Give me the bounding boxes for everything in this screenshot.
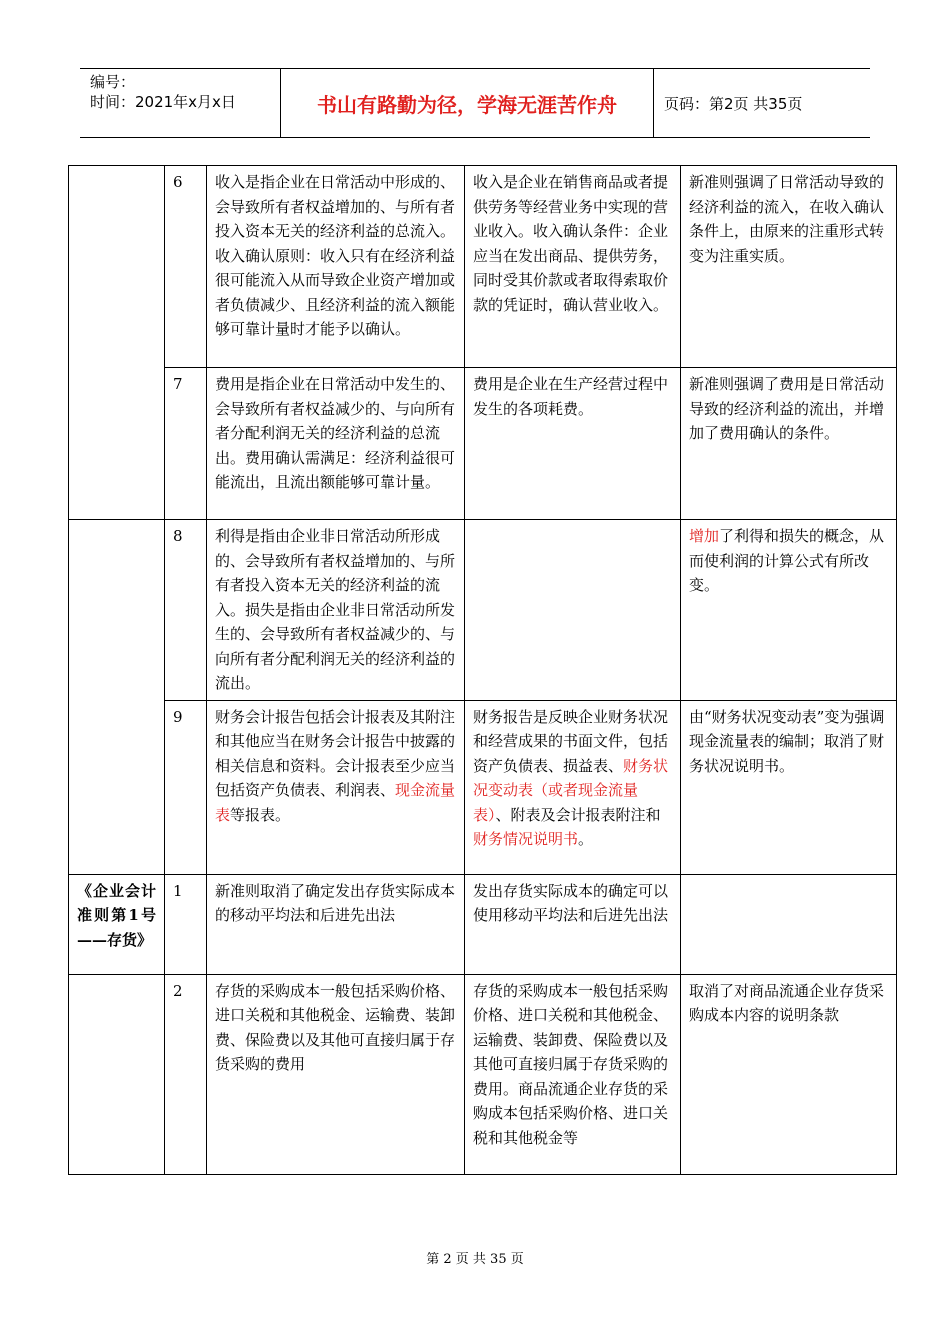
page-header	[80, 68, 870, 138]
old-standard-cell: 发出存货实际成本的确定可以使用移动平均法和后进先出法	[465, 874, 681, 974]
category-cell	[69, 166, 165, 520]
new-standard-cell: 新准则取消了确定发出存货实际成本的移动平均法和后进先出法	[207, 874, 465, 974]
table-row	[69, 368, 897, 520]
row-number: 2	[165, 974, 207, 1174]
highlight-text: 增加	[689, 527, 720, 545]
category-cell	[69, 520, 165, 875]
old-standard-cell	[465, 700, 681, 874]
difference-cell: 新准则强调了日常活动导致的经济利益的流入，在收入确认条件上，由原来的注重形式转变为注重实质。	[681, 166, 897, 368]
difference-cell: 取消了对商品流通企业存货采购成本内容的说明条款	[681, 974, 897, 1174]
comparison-table	[68, 165, 897, 1175]
category-cell	[69, 974, 165, 1174]
highlight-text: 财务状况变动表（或者现金流量表）	[473, 756, 669, 824]
category-cell: 《企业会计准则第1号——存货》	[69, 874, 165, 974]
difference-cell	[681, 520, 897, 701]
old-text: 、附表及会计报表附注和	[495, 805, 661, 824]
row-number: 7	[165, 368, 207, 520]
code-label: 编号：	[90, 73, 136, 91]
new-standard-cell: 存货的采购成本一般包括采购价格、进口关税和其他税金、运输费、装卸费、保险费以及其他可直接归属于存货采购的费用	[207, 974, 465, 1174]
table-row	[69, 700, 897, 874]
page-footer: 第 2 页 共 35 页	[426, 1252, 524, 1267]
highlight-text: 财务情况说明书	[473, 830, 579, 848]
difference-text: 了利得和损失的概念，从而使利润的计算公式有所改变。	[689, 527, 885, 594]
highlight-text: 现金流量表	[215, 781, 456, 824]
old-standard-cell: 收入是企业在销售商品或者提供劳务等经营业务中实现的营业收入。收入确认条件：企业应当在发出商品、提供劳务，同时受其价款或者取得索取价款的凭证时，确认营业收入。	[465, 166, 681, 368]
old-standard-cell: 存货的采购成本一般包括采购价格、进口关税和其他税金、运输费、装卸费、保险费以及其他可直接归属于存货采购的费用。商品流通企业存货的采购成本包括采购价格、进口关税和其他税金等	[465, 974, 681, 1174]
difference-cell: 新准则强调了费用是日常活动导致的经济利益的流出，并增加了费用确认的条件。	[681, 368, 897, 520]
old-standard-cell: 费用是企业在生产经营过程中发生的各项耗费。	[465, 368, 681, 520]
page-info: 页码：第2页 共35页	[664, 94, 803, 113]
table-row	[69, 874, 897, 974]
header-meta	[80, 69, 281, 137]
old-standard-cell	[465, 520, 681, 701]
new-standard-cell: 收入是指企业在日常活动中形成的、会导致所有者权益增加的、与所有者投入资本无关的经济利益的总流入。收入确认原则：收入只有在经济利益很可能流入从而导致企业资产增加或者负债减少、且经济利益的流入额能够可靠计量时才能予以确认。	[207, 166, 465, 368]
row-number: 6	[165, 166, 207, 368]
old-text: 财务报告是反映企业财务状况和经营成果的书面文件，包括资产负债表、损益表、	[473, 707, 669, 775]
new-standard-cell: 费用是指企业在日常活动中发生的、会导致所有者权益减少的、与向所有者分配利润无关的经济利益的总流出。费用确认需满足：经济利益很可能流出，且流出额能够可靠计量。	[207, 368, 465, 520]
new-standard-cell	[207, 700, 465, 874]
table-row	[69, 520, 897, 701]
new-text: 财务会计报告包括会计报表及其附注和其他应当在财务会计报告中披露的相关信息和资料。会计报表至少应当包括资产负债表、利润表、	[215, 707, 456, 799]
new-standard-cell: 利得是指由企业非日常活动所形成的、会导致所有者权益增加的、与所有者投入资本无关的经济利益的流入。损失是指由企业非日常活动所发生的、会导致所有者权益减少的、与向所有者分配利润无关的经济利益的流出。	[207, 520, 465, 701]
difference-cell	[681, 874, 897, 974]
old-text: 。	[578, 830, 594, 848]
motto: 书山有路勤为径，学海无涯苦作舟	[281, 69, 654, 137]
new-text: 等报表。	[230, 805, 291, 824]
row-number: 1	[165, 874, 207, 974]
table-row	[69, 974, 897, 1174]
row-number: 8	[165, 520, 207, 701]
table-row	[69, 166, 897, 368]
date-line: 时间：2021年x月x日	[90, 93, 236, 111]
row-number: 9	[165, 700, 207, 874]
difference-cell: 由“财务状况变动表”变为强调现金流量表的编制；取消了财务状况说明书。	[681, 700, 897, 874]
